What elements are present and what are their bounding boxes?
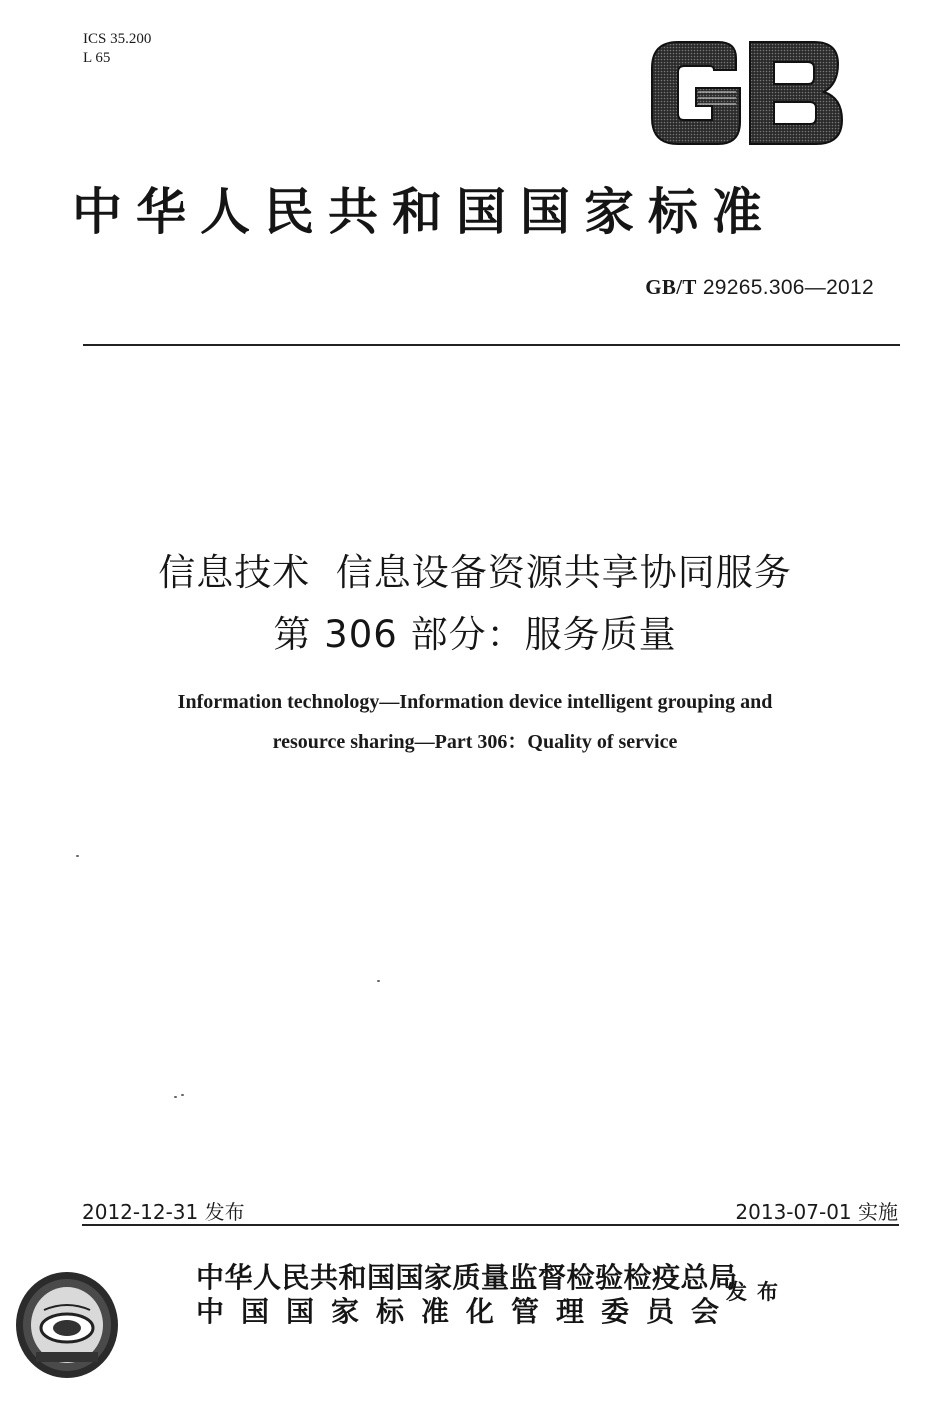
standard-number-prefix: GB/T (645, 275, 697, 299)
title-en-line1: Information technology—Information device intelligent grouping and (177, 691, 773, 713)
title-en-line2: resource sharing—Part 306：Quality of service (272, 731, 678, 753)
ccs-code: L 65 (83, 50, 111, 66)
header-rule (83, 344, 900, 346)
gb-logo-g (652, 42, 740, 144)
publish-label: 发布 (726, 1279, 788, 1304)
anti-counterfeit-stamp (14, 1270, 120, 1380)
title-cn-line2: 第 306 部分：服务质量 (273, 613, 677, 656)
standard-number (645, 275, 874, 300)
implementation-date: 2013-07-01 实施 (735, 1200, 898, 1224)
ics-code: ICS 35.200 (83, 31, 152, 47)
national-standard-title: 中华人民共和国国家标准 (72, 182, 776, 241)
standard-number-value: 29265.306—2012 (702, 276, 874, 299)
footer-rule (82, 1224, 899, 1226)
scan-speck (76, 855, 79, 857)
issuer-aqsiq: 中华人民共和国国家质量监督检验检疫总局 (196, 1261, 738, 1294)
issuer-sac: 中国国家标准化管理委员会 (196, 1295, 737, 1328)
issue-date: 2012-12-31 发布 (82, 1200, 245, 1224)
scan-speck (174, 1096, 177, 1098)
scan-speck (377, 980, 380, 982)
gb-logo-b (750, 42, 842, 144)
scan-speck (181, 1094, 184, 1096)
classification-codes (83, 30, 151, 68)
title-cn-line1: 信息技术 信息设备资源共享协同服务 (158, 551, 792, 594)
gb-logo (648, 40, 844, 150)
